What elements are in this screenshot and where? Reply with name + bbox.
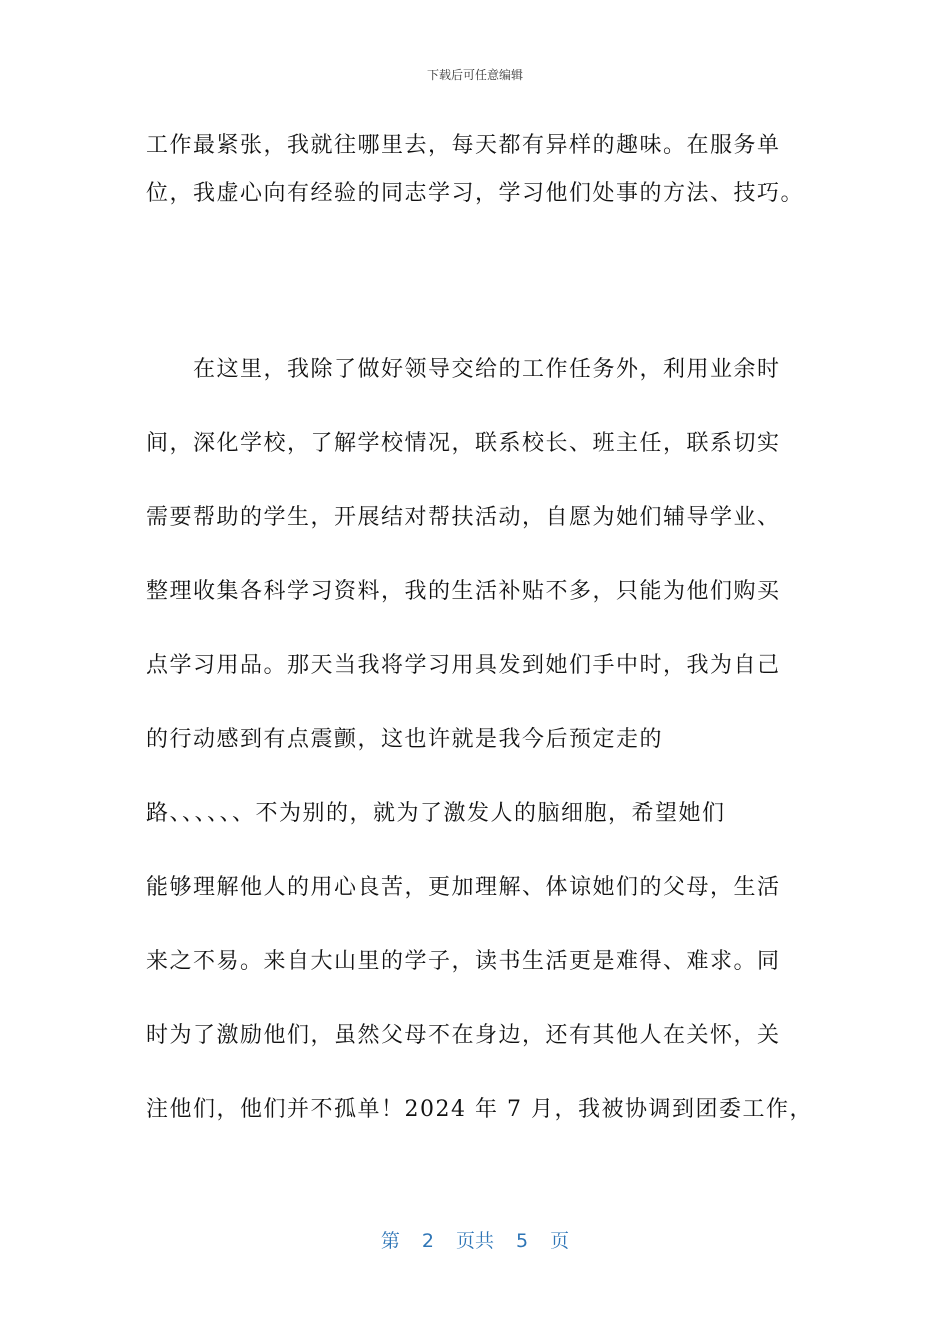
- text-line: 整理收集各科学习资料，我的生活补贴不多，只能为他们购买: [146, 579, 781, 604]
- header-note: 下载后可任意编辑: [426, 68, 523, 82]
- text-line: 需要帮助的学生，开展结对帮扶活动，自愿为她们辅导学业、: [146, 505, 781, 530]
- footer-page-number: 2: [421, 1230, 434, 1252]
- text-line: 工作最紧张，我就往哪里去，每天都有异样的趣味。在服务单: [146, 133, 781, 158]
- text-line: 时为了激励他们，虽然父母不在身边，还有其他人在关怀，关: [146, 1023, 781, 1048]
- text-line: 来之不易。来自大山里的学子，读书生活更是难得、难求。同: [146, 949, 781, 974]
- text-line: 点学习用品。那天当我将学习用具发到她们手中时，我为自己: [146, 653, 781, 678]
- text-line: 间，深化学校，了解学校情况，联系校长、班主任，联系切实: [146, 431, 781, 456]
- text-line: 的行动感到有点震颤，这也许就是我今后预定走的: [146, 727, 664, 752]
- footer-middle: 页共: [455, 1230, 494, 1252]
- footer-total-pages: 5: [516, 1230, 529, 1252]
- text-line: 路、、、、、、不为别的，就为了激发人的脑细胞，希望她们: [146, 801, 726, 826]
- page-footer: [0, 1226, 950, 1253]
- footer-prefix: 第: [380, 1230, 400, 1252]
- footer-suffix: 页: [550, 1230, 570, 1252]
- text-line: 注他们，他们并不孤单！2024 年 7 月，我被协调到团委工作，: [146, 1097, 813, 1122]
- text-line: 位，我虚心向有经验的同志学习，学习他们处事的方法、技巧。: [146, 181, 805, 206]
- text-line: 能够理解他人的用心良苦，更加理解、体谅她们的父母，生活: [146, 875, 781, 900]
- text-line: 在这里，我除了做好领导交给的工作任务外，利用业余时: [146, 357, 781, 382]
